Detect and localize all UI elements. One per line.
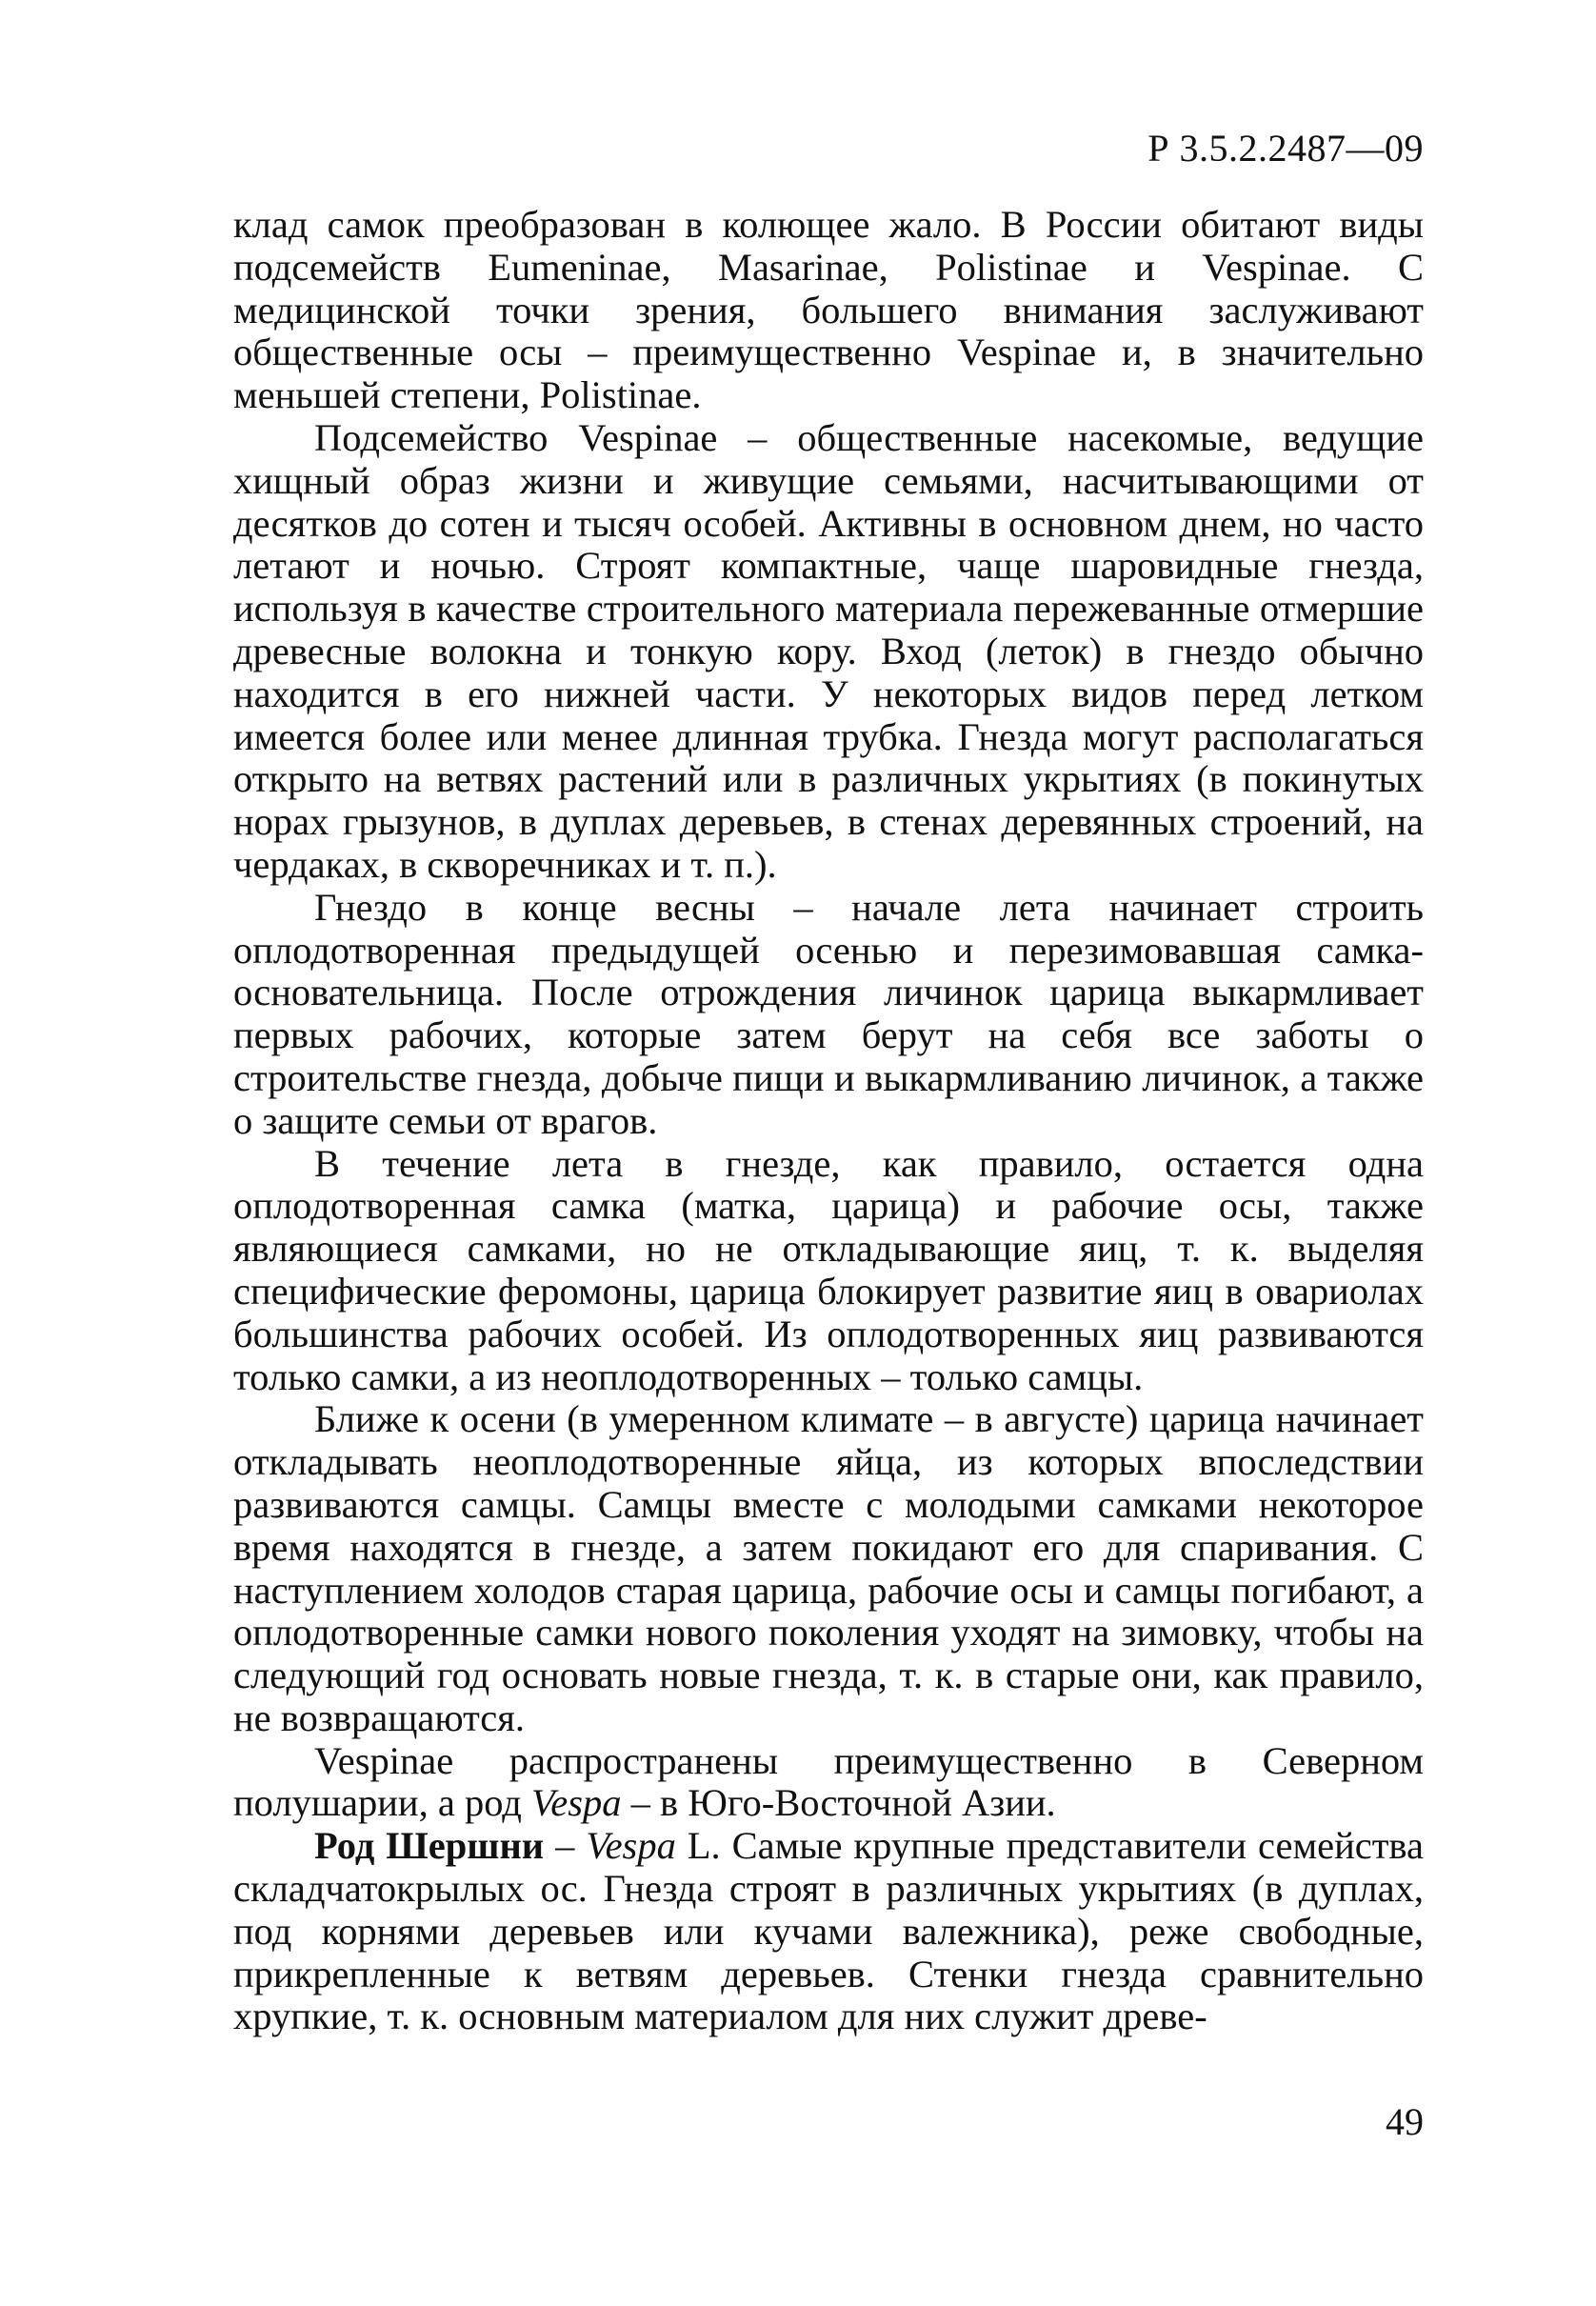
paragraph-colony-summer: В течение лета в гнезде, как правило, остается одна оплодотворенная самка (матка, царица) и рабочие осы, также являющиеся самками, но не откладывающие яиц, т. к. выделяя специфические феромоны, царица блокирует развитие яиц в овариолах большинства рабочих особей. Из оплодотворенных яиц развиваются только самки, а из неоплодотворенных – только самцы. — [233, 1141, 1424, 1398]
genus-heading-dash: – — [544, 1824, 587, 1868]
body-text — [233, 204, 1424, 2038]
document-page — [233, 114, 1424, 2210]
paragraph-distribution — [233, 1740, 1424, 1826]
genus-latin-name: Vespa — [586, 1824, 676, 1868]
paragraph-continuation: клад самок преобразован в колющее жало. В России обитают виды подсемейств Eumeninae, Masarinae, Polistinae и Vespinae. С медицинской точки зрения, большего внимания заслуживают общественные осы – преимущественно Vespinae и, в значительно меньшей степени, Polistinae. — [233, 203, 1424, 417]
paragraph-vespinae-description: Подсемейство Vespinae – общественные насекомые, ведущие хищный образ жизни и живущие семьями, насчитывающими от десятков до сотен и тысяч особей. Активны в основном днем, но часто летают и ночью. Строят компактные, чаще шаровидные гнезда, используя в качестве строительного материала пережеванные отмершие древесные волокна и тонкую кору. Вход (леток) в гнездо обычно находится в его нижней части. У некоторых видов перед летком имеется более или менее длинная трубка. Гнезда могут располагаться открыто на ветвях растений или в различных укрытиях (в покинутых норах грызунов, в дуплах деревьев, в стенах деревянных строений, на чердаках, в скворечниках и т. п.). — [233, 415, 1424, 886]
genus-description: L. Самые крупные представители семейства складчатокрылых ос. Гнезда строят в различных укрытиях (в дуплах, под корнями деревьев или кучами валежника), реже свободные, прикрепленные к ветвям деревьев. Стенки гнезда сравнительно хрупкие, т. к. основным материалом для них служит древе- — [233, 1824, 1424, 2038]
distribution-text-start: Vespinae распространены преимущественно в Северном полушарии, а род — [233, 1738, 1424, 1825]
paragraph-autumn-cycle: Ближе к осени (в умеренном климате – в августе) царица начинает откладывать неоплодотворенные яйца, из которых впоследствии развиваются самцы. Самцы вместе с молодыми самками некоторое время находятся в гнезде, а затем покидают его для спаривания. С наступлением холодов старая царица, рабочие осы и самцы погибают, а оплодотворенные самки нового поколения уходят на зимовку, чтобы на следующий год основать новые гнезда, т. к. в старые они, как правило, не возвращаются. — [233, 1397, 1424, 1739]
paragraph-nest-founding: Гнездо в конце весны – начале лета начинает строить оплодотворенная предыдущей осенью и перезимовавшая самка-основательница. После отрождения личинок царица выкармливает первых рабочих, которые затем берут на себя все заботы о строительстве гнезда, добыче пищи и выкармливанию личинок, а также о защите семьи от врагов. — [233, 885, 1424, 1142]
genus-heading: Род Шершни — [314, 1824, 545, 1868]
document-code: Р 3.5.2.2487—09 — [1147, 127, 1424, 170]
paragraph-genus-hornets — [233, 1825, 1424, 2038]
genus-name-vespa: Vespa — [531, 1781, 622, 1825]
distribution-text-end: – в Юго-Восточной Азии. — [621, 1781, 1056, 1825]
page-number: 49 — [1386, 2100, 1424, 2143]
